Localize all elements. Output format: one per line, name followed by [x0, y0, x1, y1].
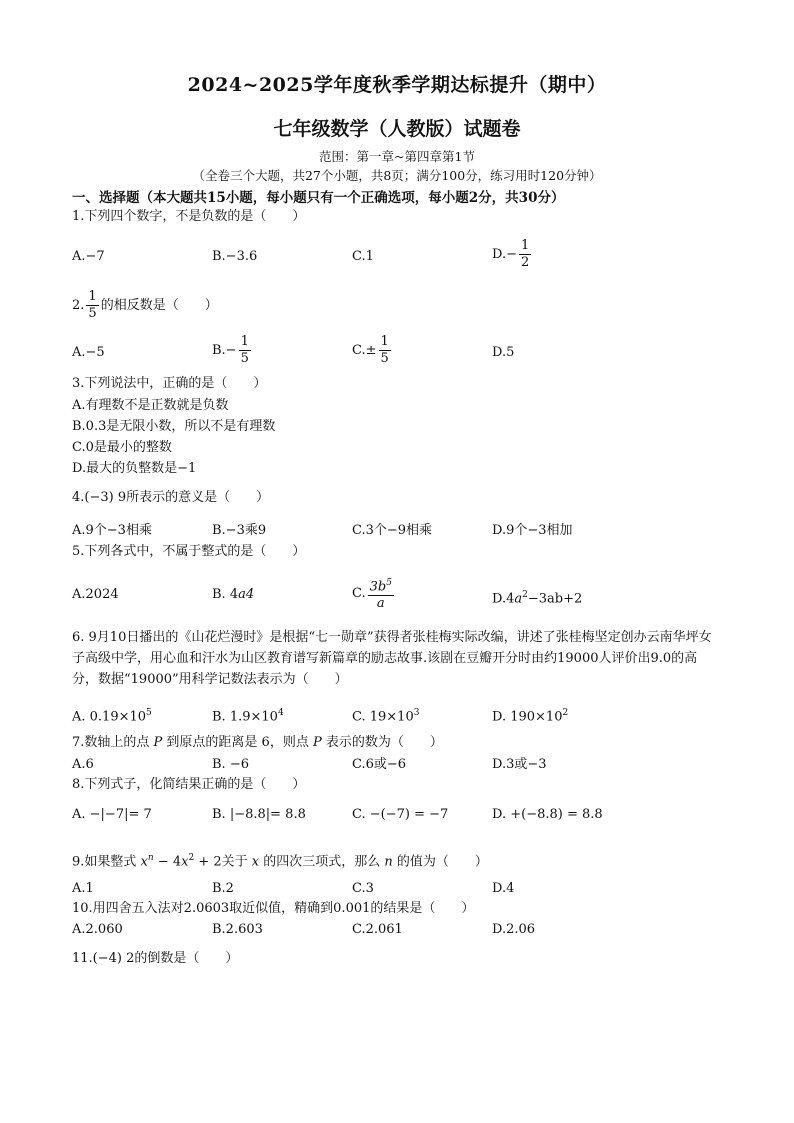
- question-5-option-c: C. $\frac{3b^5}{a}$: [352, 575, 396, 612]
- question-7-option-d: D.3或−3: [492, 757, 547, 772]
- question-1-option-b: B.−3.6: [212, 249, 258, 264]
- question-6-option-a: A. $0.19\times 10^5$: [72, 708, 152, 725]
- question-8-option-b: B. |−8.8|= 8.8: [212, 807, 306, 822]
- question-4-option-b: B.−3乘9: [212, 523, 267, 538]
- question-1-stem: 1.下列四个数字，不是负数的是（ ）: [72, 209, 306, 224]
- question-1-option-c: C.1: [352, 249, 374, 264]
- question-2-option-a: A.−5: [72, 345, 105, 360]
- question-9-option-c: C.3: [352, 881, 374, 896]
- exam-scope: 范围：第一章~第四章第1节: [319, 149, 475, 164]
- question-10-option-c: C.2.061: [352, 922, 403, 937]
- question-2-option-b: B.− $\frac{1}{5}$: [212, 334, 249, 366]
- question-6-option-d: D. $190\times 10^2$: [492, 708, 569, 725]
- question-7-option-a: A.6: [72, 757, 94, 772]
- question-4-option-c: C.3个−9相乘: [352, 523, 433, 538]
- question-10-option-a: A.2.060: [72, 922, 123, 937]
- question-4-stem: 4.(−3) 9所表示的意义是（ ）: [72, 490, 270, 505]
- question-8-option-c: C. −(−7) = −7: [352, 807, 449, 822]
- section-heading: 一、选择题（本大题共15小题，每小题只有一个正确选项，每小题2分，共30分）: [72, 190, 565, 206]
- question-6-text: 6. 9月10日播出的《山花烂漫时》是根据“七一勋章”获得者张桂梅实际改编，讲述了张桂梅坚定创办云南华坪女子高级中学，用心血和汗水为山区教育谱写新篇章的励志故事.该剧在豆瓣开分时由约19000人评价出9.0的高分，数据“19000”用科学记数法表示为（ ）: [72, 630, 712, 687]
- question-1-option-a: A.−7: [72, 249, 105, 264]
- question-9-stem: 9.如果整式 $x^n - 4x^2 + 2$关于 x 的四次三项式，那么 n 的值为（ ）: [72, 853, 488, 870]
- question-10-option-b: B.2.603: [212, 922, 263, 937]
- question-8-option-d: D. +(−8.8) = 8.8: [492, 807, 603, 822]
- question-8-option-a: A. −|−7|= 7: [72, 807, 152, 822]
- question-9-option-d: D.4: [492, 881, 515, 896]
- question-2-option-c: C.± $\frac{1}{5}$: [352, 334, 389, 366]
- question-8-stem: 8.下列式子，化简结果正确的是（ ）: [72, 777, 306, 792]
- question-3-option-a: A.有理数不是正数就是负数: [72, 398, 229, 413]
- question-5-option-d: $D.4a^2-3ab+2$: [492, 590, 583, 607]
- question-4-option-a: A.9个−3相乘: [72, 523, 152, 538]
- question-7-option-b: B. −6: [212, 757, 249, 772]
- question-10-stem: 10.用四舍五入法对2.0603取近似值，精确到0.001的结果是（ ）: [72, 901, 475, 916]
- question-6-option-c: C. $19\times 10^3$: [352, 708, 420, 725]
- question-5-option-a: A.2024: [72, 587, 119, 602]
- question-11-stem: 11.(−4) 2的倒数是（ ）: [72, 951, 239, 966]
- question-2-option-d: D.5: [492, 345, 515, 360]
- question-5-stem: 5.下列各式中，不属于整式的是（ ）: [72, 544, 306, 559]
- question-9-option-a: A.1: [72, 881, 94, 896]
- exam-title: 2024~2025学年度秋季学期达标提升（期中）: [187, 74, 607, 96]
- question-7-option-c: C.6或−6: [352, 757, 407, 772]
- exam-subtitle: 七年级数学（人教版）试题卷: [273, 118, 521, 140]
- question-1-option-d: D.− $\frac{1}{2}$: [492, 238, 530, 270]
- question-9-option-b: B.2: [212, 881, 234, 896]
- question-3-stem: 3.下列说法中，正确的是（ ）: [72, 376, 267, 391]
- question-10-option-d: D.2.06: [492, 922, 536, 937]
- question-3-option-b: B.0.3是无限小数，所以不是有理数: [72, 419, 276, 434]
- exam-info: （全卷三个大题，共27个小题，共8页；满分100分，练习用时120分钟）: [192, 168, 602, 183]
- question-5-option-b: B. 4a4: [212, 587, 255, 602]
- question-3-option-d: D.最大的负整数是−1: [72, 461, 197, 476]
- question-3-option-c: C.0是最小的整数: [72, 440, 172, 455]
- question-2-stem: 2. $\frac{1}{5}$ 的相反数是（ ）: [72, 289, 218, 321]
- question-6-option-b: B. $1.9\times 10^4$: [212, 708, 284, 725]
- question-7-stem: 7.数轴上的点 P 到原点的距离是 6，则点 P 表示的数为（ ）: [72, 735, 443, 750]
- question-4-option-d: D.9个−3相加: [492, 523, 573, 538]
